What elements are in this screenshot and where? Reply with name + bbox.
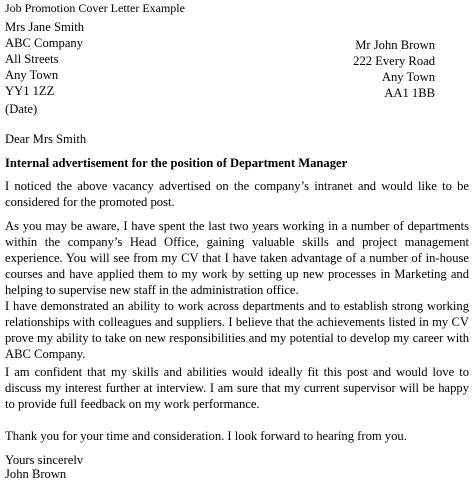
letter-date: (Date) [5, 102, 38, 116]
document-title: Job Promotion Cover Letter Example [5, 1, 185, 15]
paragraph-interview: I am confident that my skills and abilities would ideally fit this post and would love to discuss my interest further at interview. I am sure that my current supervisor will be happy to provide full feedback on my work performance. [5, 365, 469, 411]
paragraph-thanks: Thank you for your time and consideration. I look forward to hearing from you. [5, 429, 407, 443]
sender-address [5, 19, 84, 99]
recipient-address [344, 37, 435, 101]
signature: John Brown [5, 467, 67, 481]
recipient-name: Mr John Brown [355, 38, 435, 52]
paragraph-abilities: I have demonstrated an ability to work across departments and to establish strong working relationships with colleagues and suppliers. I believe that the achievements listed in my CV prove my ability to take on new responsibilities and my potential to develop my career with ABC Company. [5, 299, 469, 361]
paragraph-experience: As you may be aware, I have spent the last two years working in a number of departments within the company’s Head Office, gaining valuable skills and project management experience. You will see from my CV that I have taken advantage of a number of in-house courses and have applied them to my work by setting up new processes in Marketing and helping to supervise new staff in the administration office. [5, 219, 469, 297]
sender-name: Mrs Jane Smith [5, 20, 85, 34]
paragraph-intro: I noticed the above vacancy advertised on the company’s intranet and would like to be considered for the promoted post. [5, 179, 469, 209]
sender-town: Any Town [5, 68, 59, 82]
salutation: Dear Mrs Smith [5, 132, 87, 146]
sender-street: All Streets [5, 52, 59, 66]
recipient-town: Any Town [381, 70, 435, 84]
sender-postcode: YY1 1ZZ [5, 84, 55, 98]
recipient-street: 222 Every Road [353, 54, 435, 68]
closing: Yours sincerelv [5, 453, 84, 467]
subject-line: Internal advertisement for the position of Department Manager [5, 156, 348, 170]
recipient-postcode: AA1 1BB [384, 86, 435, 100]
sender-company: ABC Company [5, 36, 84, 50]
